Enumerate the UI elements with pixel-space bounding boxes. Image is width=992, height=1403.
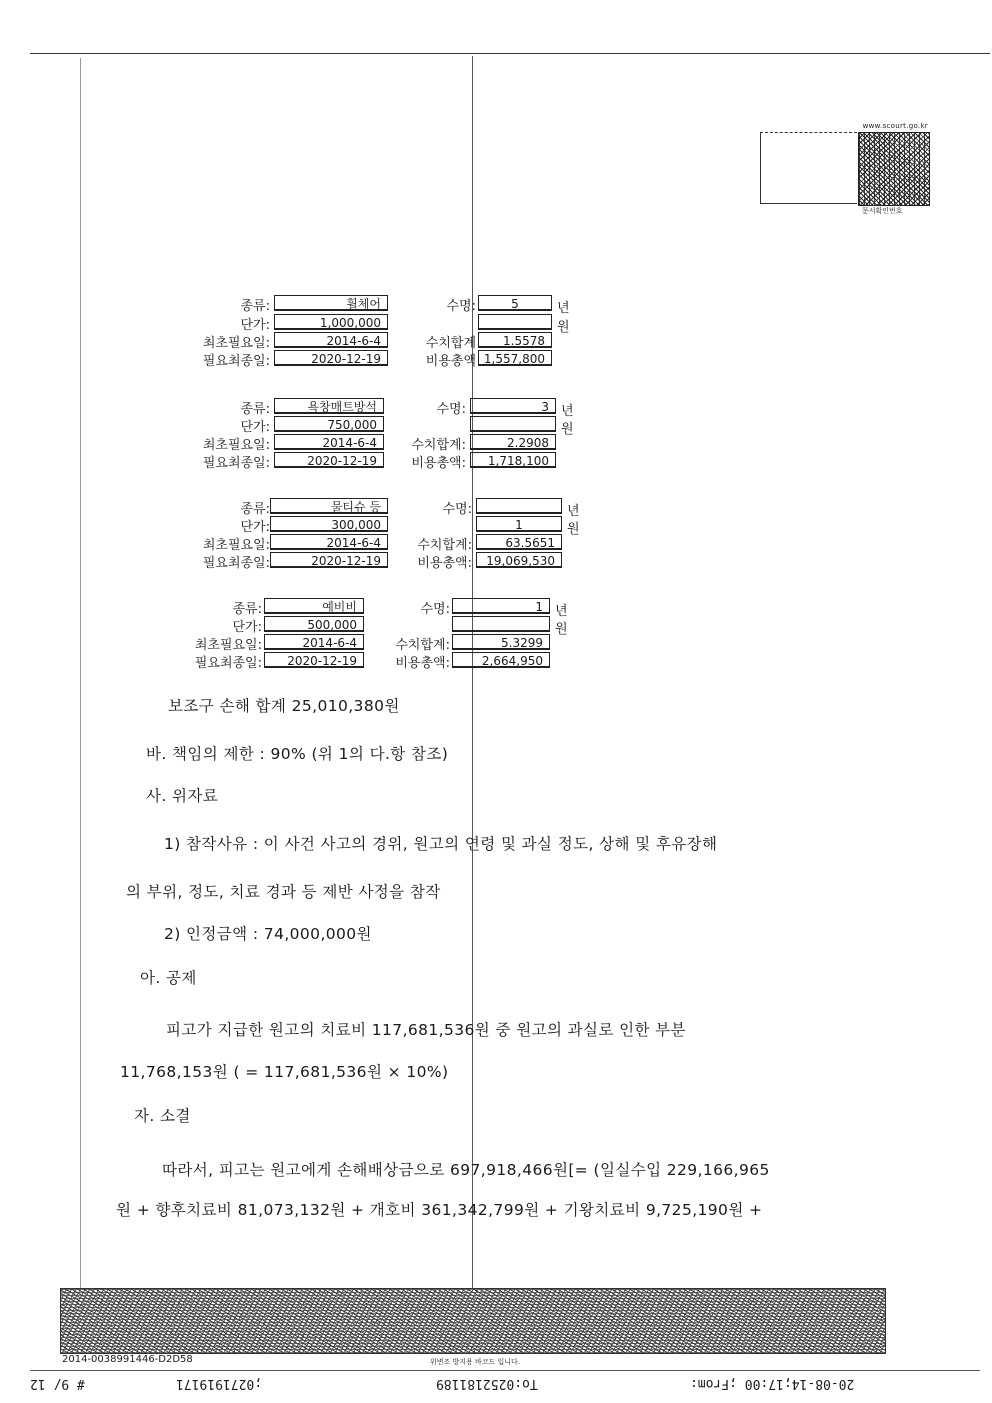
type-value: 예비비: [264, 598, 364, 614]
deduction-desc: 피고가 지급한 원고의 치료비 117,681,536원 중 원고의 과실로 인한 부분: [166, 1021, 686, 1039]
first-date-label: 최초필요일:: [202, 538, 270, 553]
conclusion-line-1: 따라서, 피고는 원고에게 손해배상금으로 697,918,466원[= (일실수입 229,166,965: [162, 1161, 770, 1179]
fold-line: [472, 56, 473, 1288]
document-id: 2014-0038991446-D2D58: [62, 1354, 193, 1365]
total-label: 비용총액:: [411, 456, 466, 471]
first-date-label: 최초필요일:: [194, 638, 262, 653]
type-value: 물티슈 등: [270, 498, 388, 514]
life-label: 수명:: [442, 502, 472, 517]
end-date-label: 필요최종일:: [202, 354, 270, 369]
price-unit: 원: [567, 522, 580, 537]
end-date-value: 2020-12-19: [270, 552, 388, 568]
fax-header-to: To:0252181189: [436, 1376, 538, 1391]
total-value: 1,718,100: [470, 452, 556, 468]
sum-label: 수치합계:: [417, 538, 472, 553]
section-consolation: 사. 위자료: [146, 787, 219, 805]
end-date-label: 필요최종일:: [194, 656, 262, 671]
end-date-value: 2020-12-19: [274, 452, 384, 468]
total-label: 비용총액:: [417, 556, 472, 571]
section-deduction: 아. 공제: [140, 969, 197, 987]
section-liability-limit: 바. 책임의 제한 : 90% (위 1의 다.항 참조): [146, 745, 449, 763]
first-date-value: 2014-6-4: [270, 534, 388, 550]
total-value: 1,557,800: [478, 350, 552, 366]
top-rule: [30, 53, 990, 54]
price-label: 단가:: [240, 318, 270, 333]
type-value: 휠체어: [274, 295, 388, 311]
consideration-reasons: 1) 참작사유 : 이 사건 사고의 경위, 원고의 연령 및 과실 정도, 상해 및 후유장해: [164, 835, 718, 853]
total-label: 비용총액:: [395, 656, 450, 671]
total-value: 2,664,950: [452, 652, 550, 668]
assist-device-total: 보조구 손해 합계 25,010,380원: [168, 697, 400, 715]
type-label: 종류:: [240, 299, 270, 314]
price-unit: 원: [555, 622, 568, 637]
sum-value: 2.2908: [470, 434, 556, 450]
end-date-value: 2020-12-19: [264, 652, 364, 668]
first-date-label: 최초필요일:: [202, 336, 270, 351]
life-unit: 년: [555, 604, 568, 619]
life-label: 수명:: [446, 299, 476, 314]
consideration-reasons-cont: 의 부위, 정도, 치료 경과 등 제반 사정을 참작: [126, 883, 441, 901]
price-label: 단가:: [240, 420, 270, 435]
blank-box: [452, 616, 550, 632]
life-label: 수명:: [420, 602, 450, 617]
first-date-value: 2014-6-4: [274, 332, 388, 348]
fax-header-time: 20-08-14;17:00 ;From:: [690, 1376, 855, 1391]
first-date-value: 2014-6-4: [274, 434, 384, 450]
stamp-frame: [760, 132, 857, 204]
deduction-calc: 11,768,153원 ( = 117,681,536원 × 10%): [120, 1063, 449, 1081]
price-unit: 원: [557, 320, 570, 335]
price-value: 300,000: [270, 516, 388, 532]
life-value: 5: [478, 295, 552, 311]
type-value: 욕창매트방석: [274, 398, 384, 414]
life-value: 3: [470, 398, 556, 414]
first-date-label: 최초필요일:: [202, 438, 270, 453]
verification-stamp: [758, 122, 928, 222]
price-value: 750,000: [274, 416, 384, 432]
total-label: 비용총액: [425, 354, 476, 369]
life-unit: 년: [567, 504, 580, 519]
end-date-label: 필요최종일:: [202, 556, 270, 571]
stamp-url: www.scourt.go.kr: [862, 122, 928, 130]
price-value: 1,000,000: [274, 314, 388, 330]
approved-amount: 2) 인정금액 : 74,000,000원: [164, 925, 372, 943]
life-value: 1: [452, 598, 550, 614]
anti-forgery-barcode-icon: [60, 1288, 886, 1354]
fax-header-from: ;0271919171: [176, 1376, 263, 1391]
section-conclusion: 자. 소결: [134, 1107, 191, 1125]
blank-box: [478, 314, 552, 330]
price-value: 500,000: [264, 616, 364, 632]
first-date-value: 2014-6-4: [264, 634, 364, 650]
left-margin-line: [80, 58, 81, 1288]
sum-value: 1.5578: [478, 332, 552, 348]
fax-header-page: # 9/ 12: [30, 1376, 85, 1391]
footer-rule: [30, 1370, 980, 1371]
blank-box: [476, 498, 562, 514]
type-label: 종류:: [240, 402, 270, 417]
life-value: 1: [476, 516, 562, 532]
sum-label: 수치합계: [425, 336, 476, 351]
type-label: 종류:: [232, 602, 262, 617]
barcode-note: 위변조 방지용 바코드 입니다.: [430, 1358, 521, 1366]
price-label: 단가:: [240, 520, 270, 535]
life-unit: 년: [557, 301, 570, 316]
life-unit: 년: [561, 404, 574, 419]
blank-box: [470, 416, 556, 432]
sum-value: 63.5651: [476, 534, 562, 550]
sum-label: 수치합계:: [395, 638, 450, 653]
stamp-caption: 문서확인번호: [862, 207, 903, 215]
sum-value: 5.3299: [452, 634, 550, 650]
sum-label: 수치합계:: [411, 438, 466, 453]
total-value: 19,069,530: [476, 552, 562, 568]
life-label: 수명:: [436, 402, 466, 417]
price-unit: 원: [561, 422, 574, 437]
end-date-label: 필요최종일:: [202, 456, 270, 471]
type-label: 종류:: [240, 502, 270, 517]
end-date-value: 2020-12-19: [274, 350, 388, 366]
conclusion-line-2: 원 + 향후치료비 81,073,132원 + 개호비 361,342,799원 + 기왕치료비 9,725,190원 +: [116, 1201, 763, 1219]
qr-code-icon: [858, 132, 930, 206]
price-label: 단가:: [232, 620, 262, 635]
